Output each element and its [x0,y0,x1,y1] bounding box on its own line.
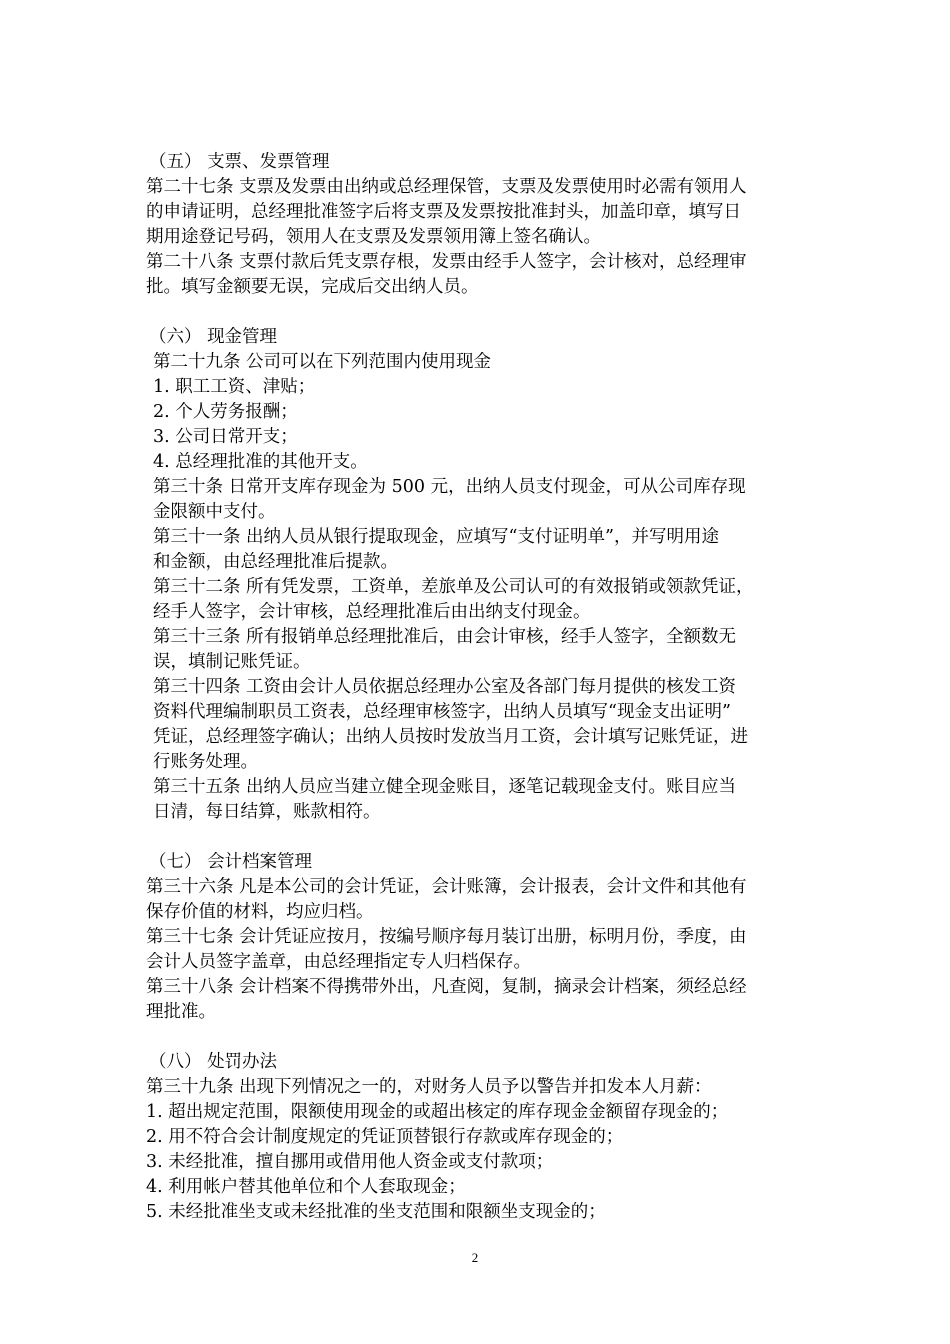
list-item: 3. 未经批准，擅自挪用或借用他人资金或支付款项； [146,1152,554,1172]
paragraph-line: 的申请证明，总经理批准签字后将支票及发票按批准封头，加盖印章，填写日 [146,202,741,222]
paragraph-line: 行账务处理。 [153,752,258,772]
list-item: 1. 职工工资、津贴； [153,377,316,397]
paragraph-line: 误，填制记账凭证。 [153,652,311,672]
paragraph-line: 资料代理编制职员工资表，总经理审核签字，出纳人员填写“现金支出证明” [153,702,731,722]
list-item: 5. 未经批准坐支或未经批准的坐支范围和限额坐支现金的； [146,1202,606,1222]
list-item: 4. 利用帐户替其他单位和个人套取现金； [146,1177,466,1197]
paragraph-line: 第三十条 日常开支库存现金为 500 元，出纳人员支付现金，可从公司库存现 [153,477,746,497]
section-spacer [146,825,826,850]
paragraph-line: 保存价值的材料，均应归档。 [146,902,374,922]
paragraph-line: 金限额中支付。 [153,502,276,522]
paragraph-line: 期用途登记号码，领用人在支票及发票领用簿上签名确认。 [146,227,601,247]
paragraph-line: 第二十七条 支票及发票由出纳或总经理保管，支票及发票使用时必需有领用人 [146,177,747,197]
paragraph-line: 第三十八条 会计档案不得携带外出，凡查阅，复制，摘录会计档案，须经总经 [146,977,747,997]
list-item: 1. 超出规定范围，限额使用现金的或超出核定的库存现金金额留存现金的； [146,1102,729,1122]
paragraph-line: 会计人员签字盖章，由总经理指定专人归档保存。 [146,952,531,972]
list-item: 2. 用不符合会计制度规定的凭证顶替银行存款或库存现金的； [146,1127,624,1147]
list-item: 2. 个人劳务报酬； [153,402,298,422]
paragraph-line: 经手人签字，会计审核，总经理批准后由出纳支付现金。 [153,602,591,622]
paragraph-line: 凭证，总经理签字确认；出纳人员按时发放当月工资，会计填写记账凭证，进 [153,727,748,747]
section-title: （五） 支票、发票管理 [149,152,330,172]
page-number: 2 [471,1250,479,1265]
paragraph-line: 第三十四条 工资由会计人员依据总经理办公室及各部门每月提供的核发工资 [153,677,737,697]
paragraph-line: 第三十六条 凡是本公司的会计凭证，会计账簿，会计报表，会计文件和其他有 [146,877,747,897]
paragraph-line: 批。填写金额要无误，完成后交出纳人员。 [146,277,479,297]
section-spacer [146,1025,826,1050]
paragraph-line: 第三十二条 所有凭发票，工资单，差旅单及公司认可的有效报销或领款凭证， [153,577,754,597]
paragraph-line: 第三十一条 出纳人员从银行提取现金，应填写“支付证明单”，并写明用途 [153,527,719,547]
section-title: （七） 会计档案管理 [149,852,313,872]
section-spacer [146,300,826,325]
paragraph-line: 第二十八条 支票付款后凭支票存根，发票由经手人签字，会计核对，总经理审 [146,252,747,272]
paragraph-line: 理批准。 [146,1002,216,1022]
paragraph-line: 第三十七条 会计凭证应按月，按编号顺序每月装订出册，标明月份，季度，由 [146,927,747,947]
paragraph-line: 和金额，由总经理批准后提款。 [153,552,398,572]
paragraph-line: 第三十三条 所有报销单总经理批准后，由会计审核，经手人签字，全额数无 [153,627,737,647]
document-body [146,150,826,1225]
section-title: （八） 处罚办法 [149,1052,278,1072]
paragraph-line: 第三十九条 出现下列情况之一的，对财务人员予以警告并扣发本人月薪： [146,1077,712,1097]
paragraph-line: 第三十五条 出纳人员应当建立健全现金账目，逐笔记载现金支付。账目应当 [153,777,737,797]
list-item: 4. 总经理批准的其他开支。 [153,452,368,472]
paragraph-line: 第二十九条 公司可以在下列范围内使用现金 [153,352,492,372]
list-item: 3. 公司日常开支； [153,427,298,447]
section-title: （六） 现金管理 [149,327,278,347]
paragraph-line: 日清，每日结算，账款相符。 [153,802,381,822]
